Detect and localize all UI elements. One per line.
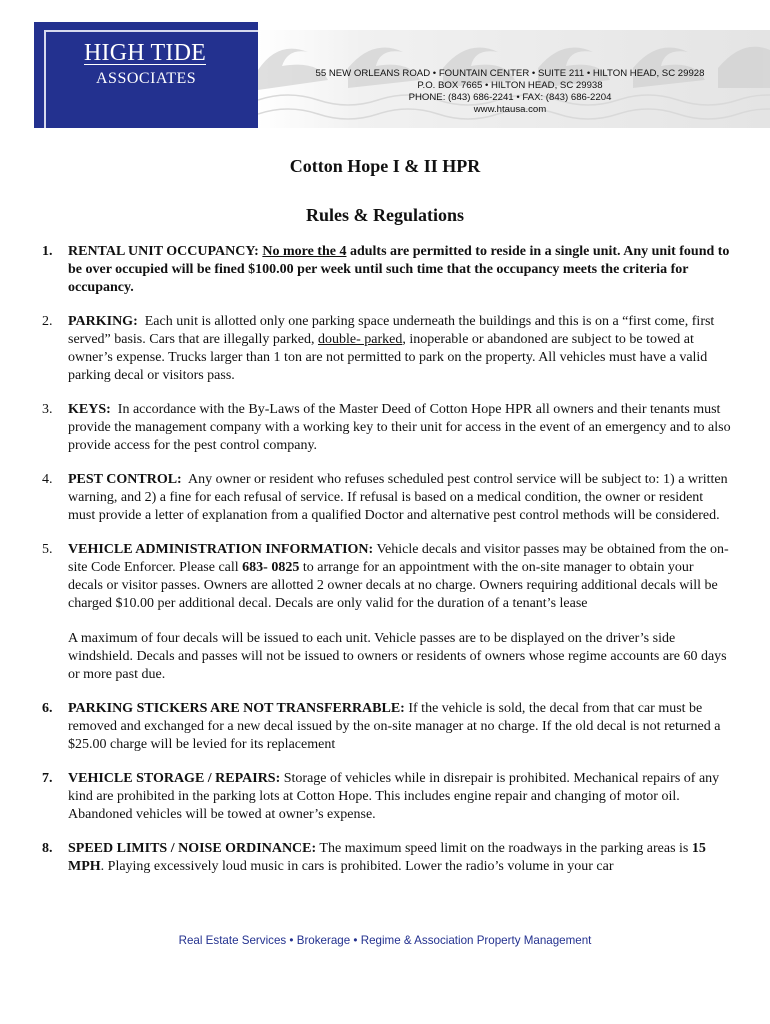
- rule-text: [68, 840, 732, 876]
- rules-list: [42, 243, 732, 892]
- rule-underlined: double- parked: [317, 332, 403, 347]
- rule-item-3: [42, 401, 732, 455]
- rule-heading: VEHICLE STORAGE / REPAIRS:: [68, 771, 281, 786]
- page-footer: Real Estate Services • Brokerage • Regime & Association Property Management: [178, 934, 592, 947]
- document-title: Cotton Hope I & II HPR: [289, 156, 481, 176]
- rule-number: 3.: [42, 402, 53, 417]
- rule-body: Storage of vehicles while in disrepair is prohibited. Mechanical repairs of any kind are prohibited in the parking lots at Cotton Hope. This includes engine repair and changing of motor oil. Abandoned vehicles will be towed at owner’s expense.: [68, 771, 720, 822]
- rule-item-4: [42, 471, 732, 525]
- rule-text: [68, 541, 732, 613]
- rule-text: [68, 770, 732, 824]
- rule-number: 8.: [42, 841, 53, 856]
- logo-company-name: HIGH TIDE: [84, 40, 206, 66]
- company-logo: [30, 22, 258, 128]
- phone-number: 683- 0825: [242, 560, 300, 575]
- rule-item-5: [42, 541, 732, 684]
- logo-company-sub: ASSOCIATES: [96, 70, 197, 87]
- rule-text: [68, 243, 732, 297]
- rule-text: [68, 471, 732, 525]
- rule-number: 6.: [42, 701, 53, 716]
- rule-heading: KEYS:: [68, 402, 111, 417]
- rule-item-8: [42, 840, 732, 876]
- rule-heading: PARKING STICKERS ARE NOT TRANSFERRABLE:: [68, 701, 405, 716]
- rule-body-a: Each unit is allotted only one parking space underneath the buildings and this is on a “first come, first served” basis. Cars that are illegally parked,: [68, 314, 715, 347]
- rule-number: 7.: [42, 771, 53, 786]
- rule-body: In accordance with the By-Laws of the Master Deed of Cotton Hope HPR all owners and their tenants must provide the management company with a working key to their unit for access in the event of an emergency and to also provide access for the pest control company.: [68, 402, 731, 453]
- rule-underlined: No more the 4: [262, 244, 347, 259]
- rule-extra-paragraph: A maximum of four decals will be issued to each unit. Vehicle passes are to be displayed on the driver’s side windshield. Decals and passes will not be issued to owners or residents of owners whose regime accounts are 60 days or more past due.: [68, 631, 727, 682]
- rule-number: 4.: [42, 472, 53, 487]
- document-subtitle: Rules & Regulations: [305, 205, 464, 225]
- speed-limit: 15 MPH: [68, 841, 706, 874]
- rule-heading: PEST CONTROL:: [68, 472, 182, 487]
- rule-text: [68, 700, 732, 754]
- phone-line: PHONE: (843) 686-2241 • FAX: (843) 686-2204: [408, 92, 612, 103]
- rule-text: [68, 401, 732, 455]
- rule-item-6: [42, 700, 732, 754]
- rule-body: Any owner or resident who refuses scheduled pest control service will be subject to: 1) a written warning, and 2) a fine for each refusal of service. If refusal is based on a medical condition, the owner or resident must provide a letter of explanation from a qualified Doctor and alternative pest control methods will be considered.: [68, 472, 728, 523]
- rule-number: 2.: [42, 314, 53, 329]
- rule-heading: SPEED LIMITS / NOISE ORDINANCE:: [68, 841, 317, 856]
- rule-item-7: [42, 770, 732, 824]
- rule-item-1: [42, 243, 732, 297]
- rule-heading: PARKING:: [68, 314, 138, 329]
- company-address: [290, 68, 730, 116]
- rule-body-b: to arrange for an appointment with the on-site manager to obtain your decals or visitor passes. Owners are allotted 2 owner decals at no charge. Owners requiring additional decals will be charged $10.00 per additional decal. Decals are only valid for the duration of a tenant’s lease: [68, 560, 718, 611]
- rule-text: [68, 313, 732, 385]
- rule-body-b: , inoperable or abandoned are subject to be towed at owner’s expense. Trucks larger than 1 ton are not permitted to park on the property. All vehicles must have a valid parking decal or visitors pass.: [68, 332, 708, 383]
- rule-body: If the vehicle is sold, the decal from that car must be removed and exchanged for a new decal issued by the on-site manager at no charge. If the old decal is not returned a $25.00 charge will be levied for its replacement: [68, 701, 721, 752]
- website-link[interactable]: www.htausa.com: [473, 104, 547, 115]
- rule-body: adults are permitted to reside in a single unit. Any unit found to be over occupied will be fined $100.00 per week until such time that the occupancy meets the criteria for occupancy.: [68, 244, 730, 295]
- rule-body-b: . Playing excessively loud music in cars is prohibited. Lower the radio’s volume in your car: [100, 859, 614, 874]
- rule-number: 5.: [42, 542, 53, 557]
- letterhead: [30, 22, 770, 128]
- rule-heading: RENTAL UNIT OCCUPANCY:: [68, 244, 259, 259]
- rule-body-a: The maximum speed limit on the roadways in the parking areas is: [319, 841, 689, 856]
- rule-heading: VEHICLE ADMINISTRATION INFORMATION:: [68, 542, 374, 557]
- rule-item-2: [42, 313, 732, 385]
- address-line-1: 55 NEW ORLEANS ROAD • FOUNTAIN CENTER • SUITE 211 • HILTON HEAD, SC 29928: [315, 68, 705, 79]
- address-line-2: P.O. BOX 7665 • HILTON HEAD, SC 29938: [417, 80, 603, 91]
- rule-body-a: Vehicle decals and visitor passes may be obtained from the on-site Code Enforcer. Please call: [68, 542, 729, 575]
- rule-number: 1.: [42, 244, 53, 259]
